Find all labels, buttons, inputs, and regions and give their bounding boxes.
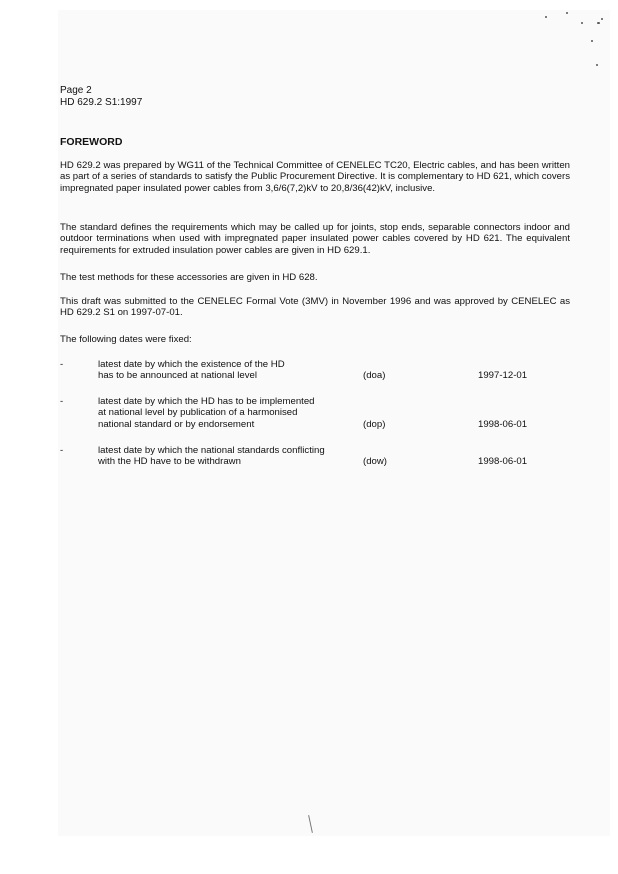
list-dash: - <box>60 445 64 456</box>
scan-speck <box>596 64 598 66</box>
list-dash: - <box>60 396 64 407</box>
scan-speck <box>545 16 547 18</box>
description-line: latest date by which the national standards conflicting <box>98 445 325 456</box>
date-abbreviation: (dop) <box>363 418 386 430</box>
scan-speck <box>591 40 593 42</box>
description-line: has to be announced at national level <box>98 370 257 382</box>
paragraph-vote: This draft was submitted to the CENELEC Formal Vote (3MV) in November 1996 and was approved by CENELEC as HD 629.2 S1 on 1997-07-01. <box>60 296 570 319</box>
description-line: latest date by which the existence of the HD <box>98 359 285 370</box>
scan-speck <box>581 22 583 24</box>
date-description <box>98 359 368 382</box>
date-value: 1998-06-01 <box>478 456 528 468</box>
date-description <box>98 445 368 468</box>
description-line: national standard or by endorsement <box>98 418 255 430</box>
date-abbreviation: (doa) <box>363 370 386 382</box>
description-line: latest date by which the HD has to be implemented <box>98 396 315 407</box>
scan-speck <box>597 22 600 24</box>
paragraph-scope: The standard defines the requirements which may be called up for joints, stop ends, separable connectors indoor and outdoor terminations when used with impregnated paper insulated power cables covered by HD 621. The equivalent requirements for extruded insulation power cables are given in HD 629.1. <box>60 222 570 256</box>
section-title: FOREWORD <box>60 136 123 148</box>
description-line: at national level by publication of a harmonised <box>98 407 298 419</box>
paragraph-test-methods: The test methods for these accessories are given in HD 628. <box>60 272 318 283</box>
document-reference: HD 629.2 S1:1997 <box>60 97 143 108</box>
list-dash: - <box>60 359 64 370</box>
scan-speck <box>566 12 568 14</box>
paragraph-intro: HD 629.2 was prepared by WG11 of the Technical Committee of CENELEC TC20, Electric cables, and has been written as part of a series of standards to satisfy the Public Procurement Directive. It is complementary to HD 621, which covers impregnated paper insulated power cables from 3,6/6(7,2)kV to 20,8/36(42)kV, inclusive. <box>60 160 570 194</box>
date-value: 1998-06-01 <box>478 418 528 430</box>
paragraph-dates-intro: The following dates were fixed: <box>60 334 192 345</box>
description-line: with the HD have to be withdrawn <box>98 456 241 468</box>
date-abbreviation: (dow) <box>363 456 387 468</box>
date-value: 1997-12-01 <box>478 370 528 382</box>
page-header <box>60 85 142 109</box>
date-description <box>98 396 368 430</box>
scan-speck <box>601 18 603 20</box>
page-number: Page 2 <box>60 85 92 96</box>
